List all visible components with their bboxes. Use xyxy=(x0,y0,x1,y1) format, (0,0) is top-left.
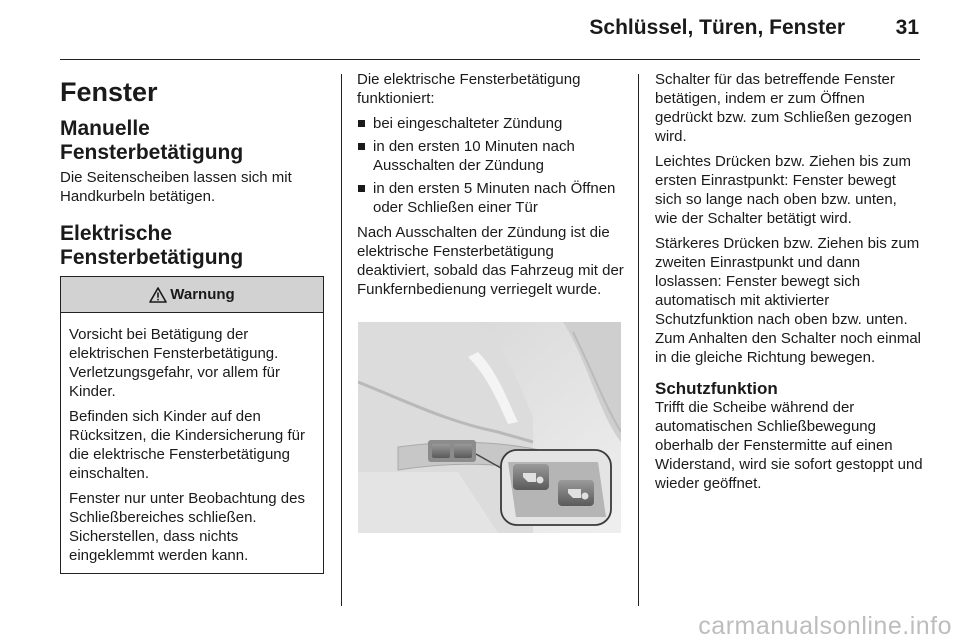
operation-paragraph: Schalter für das betreffende Fenster betätigen, indem er zum Öffnen gedrückt bzw. zum Schließen gezogen wird. xyxy=(655,71,912,145)
operation-paragraph: Leichtes Drücken bzw. Ziehen bis zum ersten Einrastpunkt: Fenster bewegt sich so lange nach oben bzw. unten, wie der Schalter betätigt wird. xyxy=(655,153,911,227)
column-1 xyxy=(60,70,325,574)
section-title: Schlüssel, Türen, Fenster xyxy=(589,16,845,39)
warning-paragraph: Fenster nur unter Beobachtung des Schließbereiches schließen. Sicherstellen, dass nichts eingeklemmt werden kann. xyxy=(69,490,305,564)
watermark: carmanualsonline.info xyxy=(698,612,952,640)
manual-window-heading: Manuelle Fensterbetätigung xyxy=(60,117,244,164)
warning-title: Warnung xyxy=(170,286,235,303)
protection-text: Trifft die Scheibe während der automatischen Schließbewegung oberhalb der Fenstermitte auf einen Widerstand, wird sie sofort gestoppt und wieder geöffnet. xyxy=(655,399,923,492)
function-intro: Die elektrische Fensterbetätigung funktioniert: xyxy=(357,71,581,107)
operation-paragraph: Stärkeres Drücken bzw. Ziehen bis zum zweiten Einrastpunkt und dann loslassen: Fenster bewegt sich automatisch mit aktivierter Schutzfunktion nach oben bzw. unten. Zum Anhalten den Schalter noch einmal in die gleiche Richtung bewegen. xyxy=(655,235,921,366)
manual-window-text: Die Seitenscheiben lassen sich mit Handkurbeln betätigen. xyxy=(60,169,292,205)
condition-list xyxy=(357,114,625,217)
list-item: in den ersten 10 Minuten nach Ausschalten der Zündung xyxy=(357,137,625,175)
page-title: Fenster xyxy=(60,77,158,107)
electric-window-heading: Elektrische Fensterbetätigung xyxy=(60,222,244,269)
protection-heading: Schutzfunktion xyxy=(655,379,778,398)
list-item: bei eingeschalteter Zündung xyxy=(357,114,625,133)
warning-triangle-icon xyxy=(149,287,167,303)
window-switch-illustration xyxy=(358,322,621,533)
warning-paragraph: Befinden sich Kinder auf den Rücksitzen, die Kindersicherung für die elektrische Fensterbetätigung einschalten. xyxy=(69,408,305,482)
warning-box xyxy=(60,276,324,574)
column-divider-2 xyxy=(638,74,639,606)
deactivation-text: Nach Ausschalten der Zündung ist die elektrische Fensterbetätigung deaktiviert, sobald das Fahrzeug mit der Funkfernbedienung verriegelt wurde. xyxy=(357,224,624,298)
column-divider-1 xyxy=(341,74,342,606)
warning-paragraph: Vorsicht bei Betätigung der elektrischen Fensterbetätigung. Verletzungsgefahr, vor allem für Kinder. xyxy=(69,326,280,400)
column-2 xyxy=(357,70,625,305)
warning-header xyxy=(61,277,323,313)
warning-body xyxy=(61,313,323,573)
header-rule xyxy=(60,59,920,60)
list-item: in den ersten 5 Minuten nach Öffnen oder Schließen einer Tür xyxy=(357,179,625,217)
column-3 xyxy=(655,70,923,499)
page-number: 31 xyxy=(895,16,919,39)
page-header xyxy=(60,16,919,56)
door-panel-drawing xyxy=(358,322,621,533)
